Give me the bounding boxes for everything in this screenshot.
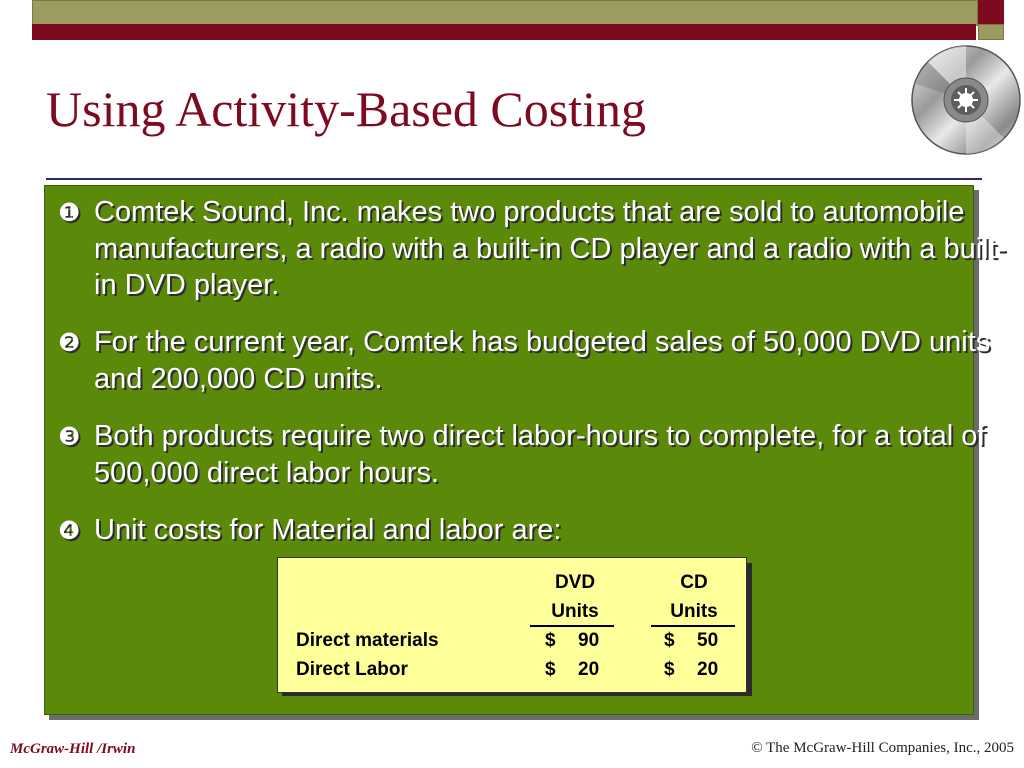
slide-title: Using Activity-Based Costing <box>46 81 646 137</box>
row-direct-materials-cd-symbol: $ <box>664 630 675 651</box>
bullet-3-text: Both products require two direct labor-hours to complete, for a total of 500,000 direct labor hours. <box>94 420 986 489</box>
cost-table <box>277 557 747 693</box>
bullet-4-text: Unit costs for Material and labor are: <box>94 514 562 546</box>
bullet-2 <box>58 324 1009 397</box>
col-dvd-header-line1: DVD <box>554 572 596 593</box>
row-direct-materials-dvd-value: 90 <box>578 630 600 651</box>
cd-disc-icon <box>908 44 1024 160</box>
bullet-4-marker: ❹ <box>58 517 81 545</box>
header-red-bar <box>32 24 976 40</box>
row-direct-materials-label: Direct materials <box>296 630 439 651</box>
col-dvd-underline <box>530 625 614 627</box>
title-divider <box>46 178 982 180</box>
row-direct-labor-dvd-symbol: $ <box>545 659 556 680</box>
row-direct-labor-dvd-value: 20 <box>578 659 600 680</box>
col-dvd-header-line2: Units <box>551 601 599 622</box>
bullet-3-marker: ❸ <box>58 423 81 451</box>
bullet-4 <box>58 512 1009 549</box>
row-direct-materials-cd-value: 50 <box>697 630 719 651</box>
bullet-1-text: Comtek Sound, Inc. makes two products that are sold to automobile manufacturers, a radio with a built-in CD player and a radio with a built-in DVD player. <box>94 196 1007 301</box>
footer-publisher: McGraw-Hill /Irwin <box>10 741 136 757</box>
bullet-2-marker: ❷ <box>58 329 81 357</box>
col-cd-header-line2: Units <box>670 601 718 622</box>
header-corner-olive-block <box>978 24 1004 40</box>
row-direct-labor-cd-symbol: $ <box>664 659 675 680</box>
col-cd-header-line1: CD <box>680 572 708 593</box>
bullet-1-marker: ❶ <box>58 199 81 227</box>
header-olive-bar <box>32 0 978 26</box>
row-direct-labor-cd-value: 20 <box>697 659 719 680</box>
footer-copyright: © The McGraw-Hill Companies, Inc., 2005 <box>751 740 1014 756</box>
col-cd-underline <box>651 625 735 627</box>
header-corner-red-block <box>978 0 1004 24</box>
row-direct-materials-dvd-symbol: $ <box>545 630 556 651</box>
row-direct-labor-label: Direct Labor <box>296 659 408 680</box>
bullet-3 <box>58 418 1009 491</box>
bullet-1 <box>58 194 1009 303</box>
bullet-2-text: For the current year, Comtek has budgeted sales of 50,000 DVD units and 200,000 CD units. <box>94 326 991 395</box>
